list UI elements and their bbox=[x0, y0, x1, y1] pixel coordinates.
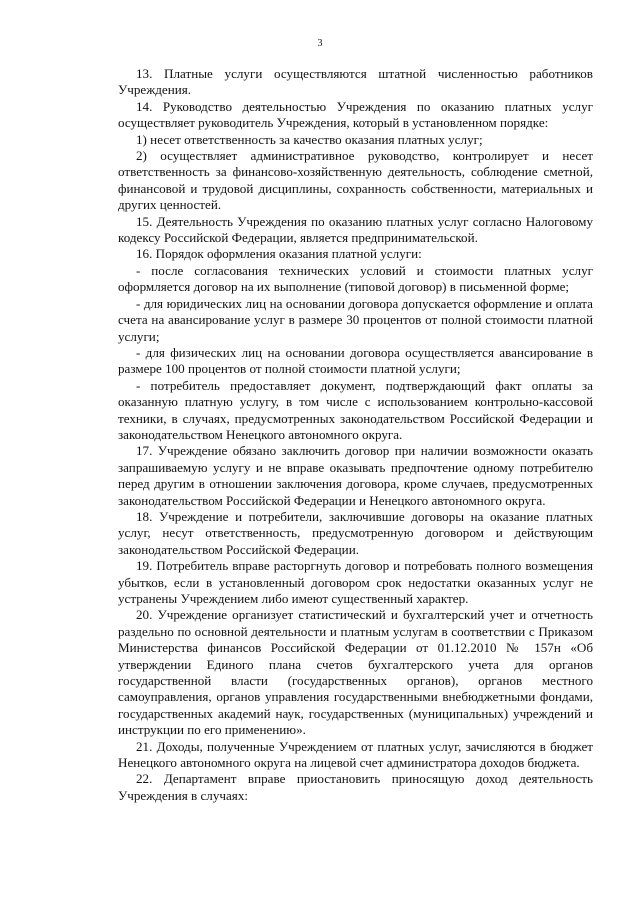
paragraph-22: 22. Департамент вправе приостановить приносящую доход деятельность Учреждения в случаях: bbox=[118, 771, 593, 803]
paragraph-19: 19. Потребитель вправе расторгнуть договор и потребовать полного возмещения убытков, если в установленный договором срок недостатки оказанных услуг не устранены Учреждением либо имеют существенный характер. bbox=[118, 558, 593, 606]
document-body bbox=[118, 66, 593, 804]
paragraph-13: 13. Платные услуги осуществляются штатной численностью работников Учреждения. bbox=[118, 66, 593, 98]
paragraph-16: 16. Порядок оформления оказания платной услуги: bbox=[136, 246, 422, 262]
paragraph-17: 17. Учреждение обязано заключить договор при наличии возможности оказать запрашиваемую услугу и не вправе оказывать предпочтение одному потребителю перед другим в отношении заключения договора, кроме случаев, предусмотренных законодательством Российской Федерации и Ненецкого автономного округа. bbox=[118, 443, 593, 508]
paragraph-16-bullet-4: - потребитель предоставляет документ, подтверждающий факт оплаты за оказанную платную услугу, в том числе с использованием контрольно-кассовой техники, в случаях, предусмотренных законодательством Российской Федерации и законодательством Ненецкого автономного округа. bbox=[118, 377, 593, 442]
paragraph-16-bullet-2: - для юридических лиц на основании договора допускается оформление и оплата счета на авансирование услуг в размере 30 процентов от полной стоимости платной услуги; bbox=[118, 295, 593, 344]
page-number: 3 bbox=[317, 38, 323, 49]
paragraph-20: 20. Учреждение организует статистический и бухгалтерский учет и отчетность раздельно по основной деятельности и платным услугам в соответствии с Приказом Министерства финансов Российской Федерации от 01.12.2010 № 157н «Об утверждении Единого плана счетов бухгалтерского учета для органов государственной власти (государственных органов), органов местного самоуправления, органов управления государственными внебюджетными фондами, государственных академий наук, государственных (муниципальных) учреждений и инструкции по его применению». bbox=[118, 607, 593, 738]
paragraph-15: 15. Деятельность Учреждения по оказанию платных услуг согласно Налоговому кодексу Российской Федерации, является предпринимательской. bbox=[118, 213, 593, 246]
paragraph-16-bullet-3: - для физических лиц на основании договора осуществляется авансирование в размере 100 процентов от полной стоимости платной услуги; bbox=[118, 344, 593, 377]
paragraph-14-item-1: 1) несет ответственность за качество оказания платных услуг; bbox=[136, 131, 483, 147]
paragraph-14: 14. Руководство деятельностью Учреждения по оказанию платных услуг осуществляет руководитель Учреждения, который в установленном порядке: bbox=[118, 98, 593, 131]
paragraph-16-bullet-1: - после согласования технических условий и стоимости платных услуг оформляется договор на их выполнение (типовой договор) в письменной форме; bbox=[118, 262, 593, 295]
paragraph-18: 18. Учреждение и потребители, заключившие договоры на оказание платных услуг, несут ответственность, предусмотренную договором и действующим законодательством Российской Федерации. bbox=[118, 508, 593, 557]
paragraph-21: 21. Доходы, полученные Учреждением от платных услуг, зачисляются в бюджет Ненецкого автономного округа на лицевой счет администратора доходов бюджета. bbox=[118, 738, 593, 771]
paragraph-14-item-2: 2) осуществляет административное руководство, контролирует и несет ответственность за финансово-хозяйственную деятельность, соблюдение сметной, финансовой и трудовой дисциплины, сохранность собственности, материальных и других ценностей. bbox=[118, 148, 593, 213]
